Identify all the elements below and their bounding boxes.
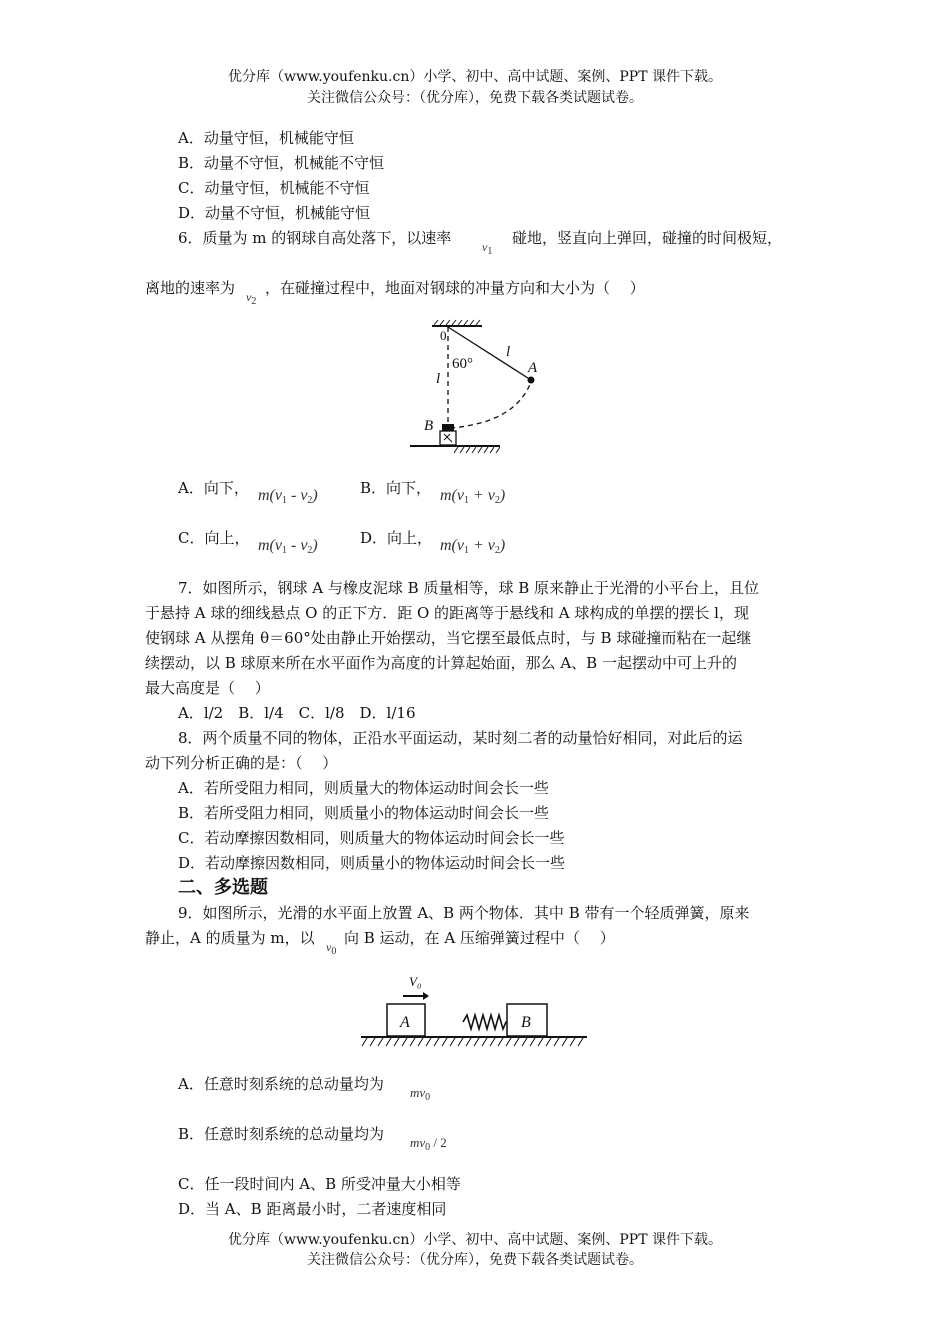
q6-option-a: A．向下，: [178, 479, 249, 497]
velocity-arrow-head: [423, 992, 429, 1000]
q9-line-2-end: 向 B 运动，在 A 压缩弹簧过程中（ ）: [344, 929, 615, 947]
q9-line-1: 9．如图所示，光滑的水平面上放置 A、B 两个物体．其中 B 带有一个轻质弹簧，原来: [178, 904, 750, 922]
q6-expr-d: $m(v_1 + v_2)$: [440, 537, 506, 556]
ground-hatching: [362, 1038, 583, 1046]
q9-option-a: A．任意时刻系统的总动量均为: [178, 1075, 384, 1093]
q8-line-1: 8．两个质量不同的物体，正沿水平面运动，某时刻二者的动量恰好相同，对此后的运: [178, 729, 743, 747]
q7-line-4: 续摆动，以 B 球原来所在水平面作为高度的计算起始面，那么 A、B 一起摆动中可上升的: [145, 654, 737, 672]
label-o: 0: [440, 328, 447, 343]
q8-option-c: C．若动摩擦因数相同，则质量大的物体运动时间会长一些: [178, 829, 565, 847]
pendulum-figure: [400, 318, 538, 458]
label-b: B: [424, 418, 434, 434]
q8-option-b: B．若所受阻力相同，则质量小的物体运动时间会长一些: [178, 804, 550, 822]
label-block-a: A: [400, 1014, 410, 1031]
header-line-2: 关注微信公众号：（优分库），免费下载各类试题试卷。: [307, 90, 643, 106]
q5-option-c: C．动量守恒，机械能不守恒: [178, 179, 370, 197]
footer-line-2: 关注微信公众号：（优分库），免费下载各类试题试卷。: [307, 1252, 643, 1268]
q5-option-b: B．动量不守恒，机械能不守恒: [178, 154, 385, 172]
footer-line-1: 优分库（www.youfenku.cn）小学、初中、高中试题、案例、PPT 课件下载。: [227, 1232, 722, 1248]
q9-line-2-start: 静止，A 的质量为 m，以: [145, 929, 315, 947]
q6-option-b: B．向下，: [360, 479, 432, 497]
spring: [463, 1015, 511, 1029]
q9-option-b: B．任意时刻系统的总动量均为: [178, 1125, 385, 1143]
blocks-spring-figure: [355, 970, 595, 1055]
q6-expr-b: $m(v_1 + v_2)$: [440, 487, 506, 506]
floor-hatching: [454, 447, 500, 453]
label-block-b: B: [521, 1014, 531, 1031]
section-title-multi-choice: 二、多选题: [178, 877, 268, 898]
swing-arc: [450, 382, 531, 428]
label-v0: V₀: [409, 974, 422, 989]
ball-a: [528, 377, 535, 384]
q9-option-c: C．任一段时间内 A、B 所受冲量大小相等: [178, 1175, 461, 1193]
q6-expr-c: $m(v_1 - v_2)$: [258, 537, 318, 556]
q6-line1-start: 6．质量为 m 的钢球自高处落下，以速率: [178, 229, 452, 247]
label-a: A: [528, 360, 538, 376]
q6-option-d: D．向上，: [360, 529, 433, 547]
q9-v0-symbol: $v_0$: [326, 940, 337, 957]
label-l-right: l: [506, 344, 511, 360]
q5-option-d: D．动量不守恒，机械能守恒: [178, 204, 371, 222]
pendulum-string: [448, 327, 531, 380]
ceiling-hatching: [434, 320, 480, 325]
q6-line2-start: 离地的速率为: [145, 279, 236, 297]
q9-option-d: D．当 A、B 距离最小时，二者速度相同: [178, 1200, 447, 1218]
q7-options: A．l/2 B．l/4 C．l/8 D．l/16: [178, 704, 416, 722]
label-l-left: l: [436, 371, 441, 387]
q9-expr-b: $mv_0 / 2$: [410, 1135, 447, 1153]
q6-expr-a: $m(v_1 - v_2)$: [258, 487, 318, 506]
header-line-1: 优分库（www.youfenku.cn）小学、初中、高中试题、案例、PPT 课件下载。: [227, 69, 722, 85]
q8-option-d: D．若动摩擦因数相同，则质量小的物体运动时间会长一些: [178, 854, 566, 872]
q6-line2-end: ，在碰撞过程中，地面对钢球的冲量方向和大小为（ ）: [265, 279, 645, 297]
q5-option-a: A．动量守恒，机械能守恒: [178, 129, 354, 147]
angle-label: 60°: [452, 356, 473, 372]
q6-v2-symbol: $v_2$: [246, 290, 257, 307]
q6-option-c: C．向上，: [178, 529, 250, 547]
q8-option-a: A．若所受阻力相同，则质量大的物体运动时间会长一些: [178, 779, 549, 797]
q7-line-1: 7．如图所示，钢球 A 与橡皮泥球 B 质量相等，球 B 原来静止于光滑的小平台上，且位: [178, 579, 760, 597]
q7-line-5: 最大高度是（ ）: [145, 679, 270, 697]
q7-line-3: 使钢球 A 从摆角 θ＝60°处由静止开始摆动，当它摆至最低点时，与 B 球碰撞而粘在一起继: [145, 629, 752, 647]
q6-line1-end: 碰地，竖直向上弹回，碰撞的时间极短，: [512, 229, 783, 247]
q7-line-2: 于悬持 A 球的细线悬点 O 的正下方．距 O 的距离等于悬线和 A 球构成的单摆的摆长 l，现: [145, 604, 749, 622]
q8-line-2: 动下列分析正确的是：（ ）: [145, 754, 338, 772]
q6-v1-symbol: $v_1$: [482, 240, 493, 257]
q9-expr-a: $mv_0$: [410, 1085, 431, 1103]
